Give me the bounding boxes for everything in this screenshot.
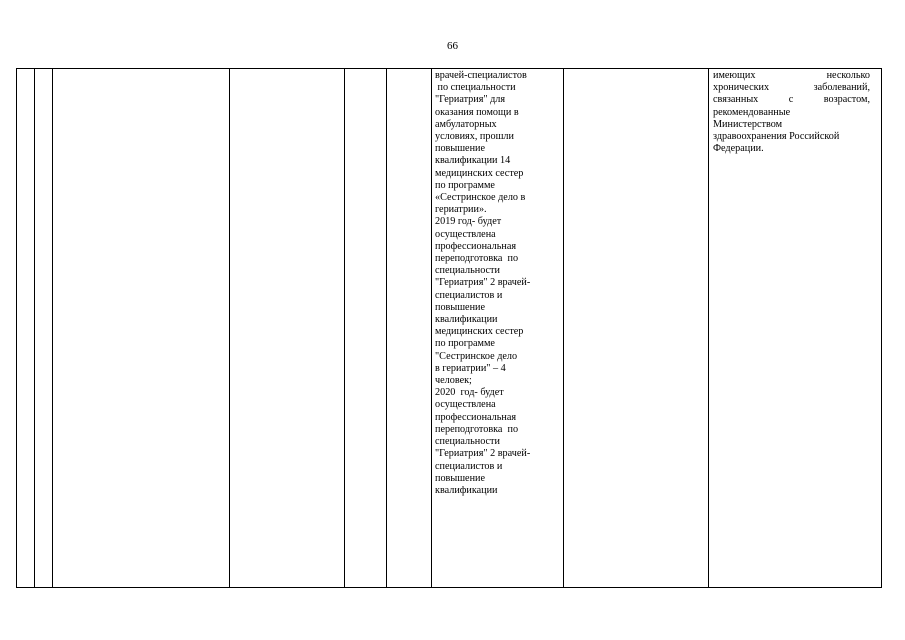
text-line: квалификации	[435, 314, 498, 326]
text-line: переподготовка по	[435, 423, 519, 435]
text-line: по программе	[435, 179, 495, 191]
text-line	[713, 70, 870, 82]
text-line: повышение	[435, 301, 485, 313]
text-word: возрастом,	[823, 94, 870, 106]
text-word: с	[788, 94, 794, 106]
text-line	[713, 94, 870, 106]
column-divider	[431, 69, 432, 587]
text-line: специальности	[435, 436, 500, 448]
text-word: хронических	[713, 82, 770, 94]
text-line: по специальности	[435, 82, 516, 94]
text-line: медицинских сестер	[435, 167, 524, 179]
text-line: осуществлена	[435, 228, 496, 240]
text-word: несколько	[826, 70, 870, 81]
text-line: в гериатрии" – 4	[435, 362, 506, 374]
text-line: повышение	[435, 472, 485, 484]
text-line: рекомендованные	[713, 106, 791, 118]
text-line: 2019 год- будет	[435, 216, 502, 228]
content-table	[16, 68, 882, 588]
text-line: медицинских сестер	[435, 326, 524, 338]
text-line: врачей-специалистов	[435, 70, 527, 81]
column-divider	[229, 69, 230, 587]
cell-training-text	[435, 70, 561, 497]
text-line: повышение	[435, 143, 485, 155]
column-divider	[563, 69, 564, 587]
text-line: гериатрии».	[435, 204, 487, 216]
text-line: амбулаторных	[435, 118, 497, 130]
column-divider	[34, 69, 35, 587]
text-line: Министерством	[713, 118, 783, 130]
cell-recommendations-text	[713, 70, 870, 155]
text-line: специалистов и	[435, 289, 503, 301]
text-line: квалификации 14	[435, 155, 511, 167]
column-divider	[344, 69, 345, 587]
text-line: 2020 год- будет	[435, 387, 504, 399]
text-line: здравоохранения Российской	[713, 131, 840, 143]
column-divider	[708, 69, 709, 587]
text-line	[713, 82, 870, 94]
text-line: специалистов и	[435, 460, 503, 472]
text-line: человек;	[435, 375, 472, 387]
text-line: осуществлена	[435, 399, 496, 411]
text-line: условиях, прошли	[435, 131, 514, 143]
column-divider	[52, 69, 53, 587]
text-line: по программе	[435, 338, 495, 350]
text-line: квалификации	[435, 484, 498, 496]
text-line: "Гериатрия" 2 врачей-	[435, 277, 531, 289]
page-number: 66	[447, 40, 458, 52]
column-divider	[386, 69, 387, 587]
text-line: оказания помощи в	[435, 106, 519, 118]
text-line: «Сестринское дело в	[435, 192, 526, 204]
text-line: "Сестринское дело	[435, 350, 518, 362]
text-line: переподготовка по	[435, 253, 519, 265]
text-line: специальности	[435, 265, 500, 277]
text-line: "Гериатрия" 2 врачей-	[435, 448, 531, 460]
text-line: профессиональная	[435, 411, 517, 423]
text-word: имеющих	[713, 70, 756, 81]
text-word: связанных	[713, 94, 759, 106]
text-line: "Гериатрия" для	[435, 94, 506, 106]
text-word: заболеваний,	[813, 82, 870, 94]
text-line: Федерации.	[713, 143, 764, 155]
text-line: профессиональная	[435, 240, 517, 252]
